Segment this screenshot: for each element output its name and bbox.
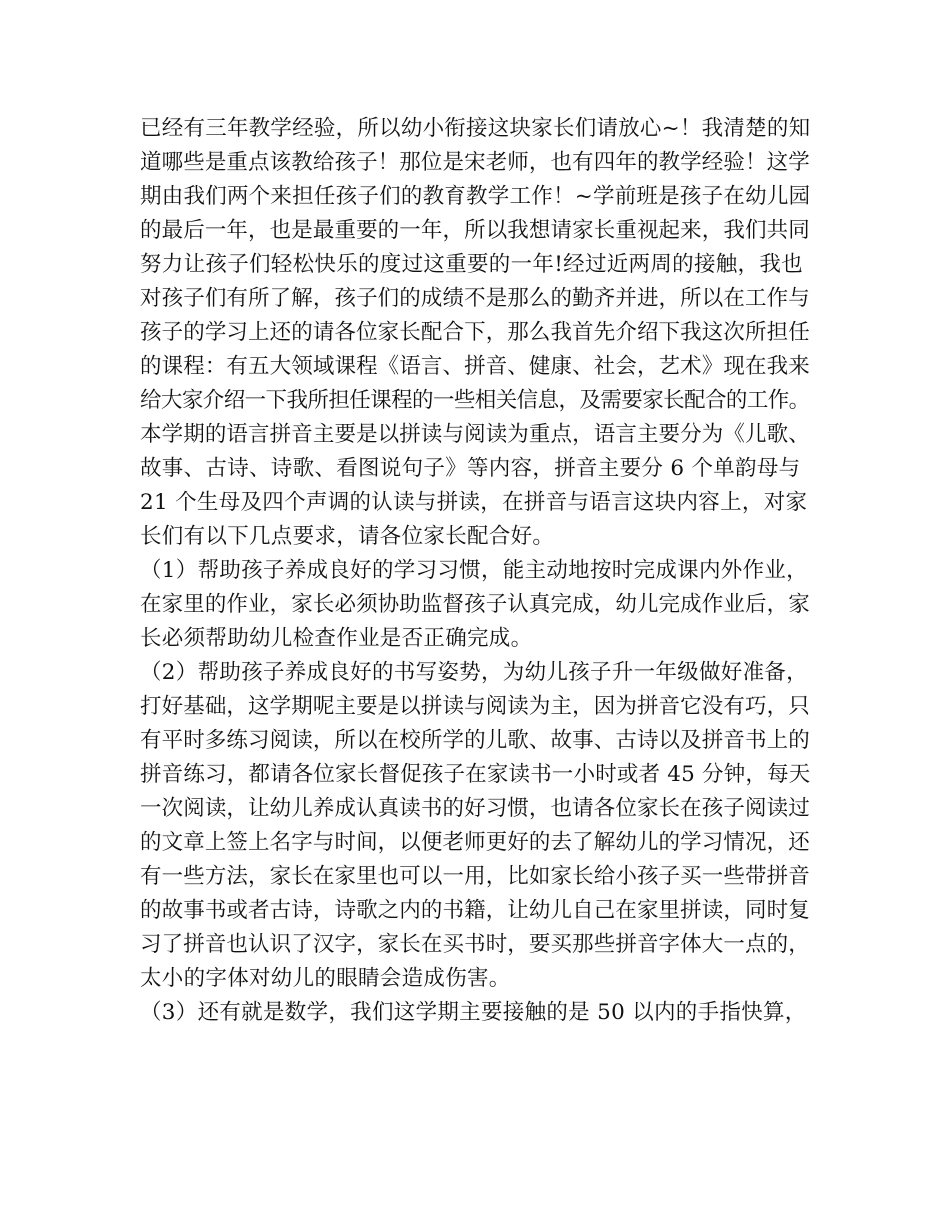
text-line: 的故事书或者古诗，诗歌之内的书籍，让幼儿自己在家里拼读，同时复: [140, 898, 810, 923]
text-line: 21 个生母及四个声调的认读与拼读，在拼音与语言这块内容上，对家: [140, 490, 808, 515]
text-line: （3）还有就是数学，我们这学期主要接触的是 50 以内的手指快算，: [140, 1000, 807, 1025]
text-line: 孩子的学习上还的请各位家长配合下，那么我首先介绍下我这次所担任: [140, 320, 810, 345]
text-line: 打好基础，这学期呢主要是以拼读与阅读为主，因为拼音它没有巧，只: [140, 694, 810, 719]
text-line: 的课程：有五大领域课程《语言、拼音、健康、社会，艺术》现在我来: [140, 354, 810, 379]
text-line: 一次阅读，让幼儿养成认真读书的好习惯，也请各位家长在孩子阅读过: [140, 796, 810, 821]
text-line: （2）帮助孩子养成良好的书写姿势，为幼儿孩子升一年级做好准备，: [140, 660, 808, 685]
text-line: 有平时多练习阅读，所以在校所学的儿歌、故事、古诗以及拼音书上的: [140, 728, 810, 753]
text-line: 习了拼音也认识了汉字，家长在买书时，要买那些拼音字体大一点的，: [140, 932, 810, 957]
text-line: 期由我们两个来担任孩子们的教育教学工作！~学前班是孩子在幼儿园: [140, 184, 811, 209]
text-line: 太小的字体对幼儿的眼睛会造成伤害。: [140, 966, 511, 991]
text-line: 在家里的作业，家长必须协助监督孩子认真完成，幼儿完成作业后，家: [140, 592, 810, 617]
text-line: 的文章上签上名字与时间，以便老师更好的去了解幼儿的学习情况，还: [140, 830, 810, 855]
text-line: 努力让孩子们轻松快乐的度过这重要的一年!经过近两周的接触，我也: [140, 252, 803, 277]
text-line: 道哪些是重点该教给孩子！那位是宋老师，也有四年的教学经验！这学: [140, 150, 810, 175]
text-line: 拼音练习，都请各位家长督促孩子在家读书一小时或者 45 分钟，每天: [140, 762, 811, 787]
text-line: 有一些方法，家长在家里也可以一用，比如家长给小孩子买一些带拼音: [140, 864, 810, 889]
text-line: （1）帮助孩子养成良好的学习习惯，能主动地按时完成课内外作业，: [140, 558, 808, 583]
text-line: 给大家介绍一下我所担任课程的一些相关信息，及需要家长配合的工作。: [140, 388, 810, 413]
text-line: 本学期的语言拼音主要是以拼读与阅读为重点，语言主要分为《儿歌、: [140, 422, 810, 447]
text-line: 对孩子们有所了解，孩子们的成绩不是那么的勤齐并进，所以在工作与: [140, 286, 810, 311]
text-line: 长们有以下几点要求，请各位家长配合好。: [140, 524, 555, 549]
text-line: 长必须帮助幼儿检查作业是否正确完成。: [140, 626, 533, 651]
text-line: 故事、古诗、诗歌、看图说句子》等内容，拼音主要分 6 个单韵母与: [140, 456, 801, 481]
text-line: 已经有三年教学经验，所以幼小衔接这块家长们请放心~！我清楚的知: [140, 116, 811, 141]
text-line: 的最后一年，也是最重要的一年，所以我想请家长重视起来，我们共同: [140, 218, 810, 243]
